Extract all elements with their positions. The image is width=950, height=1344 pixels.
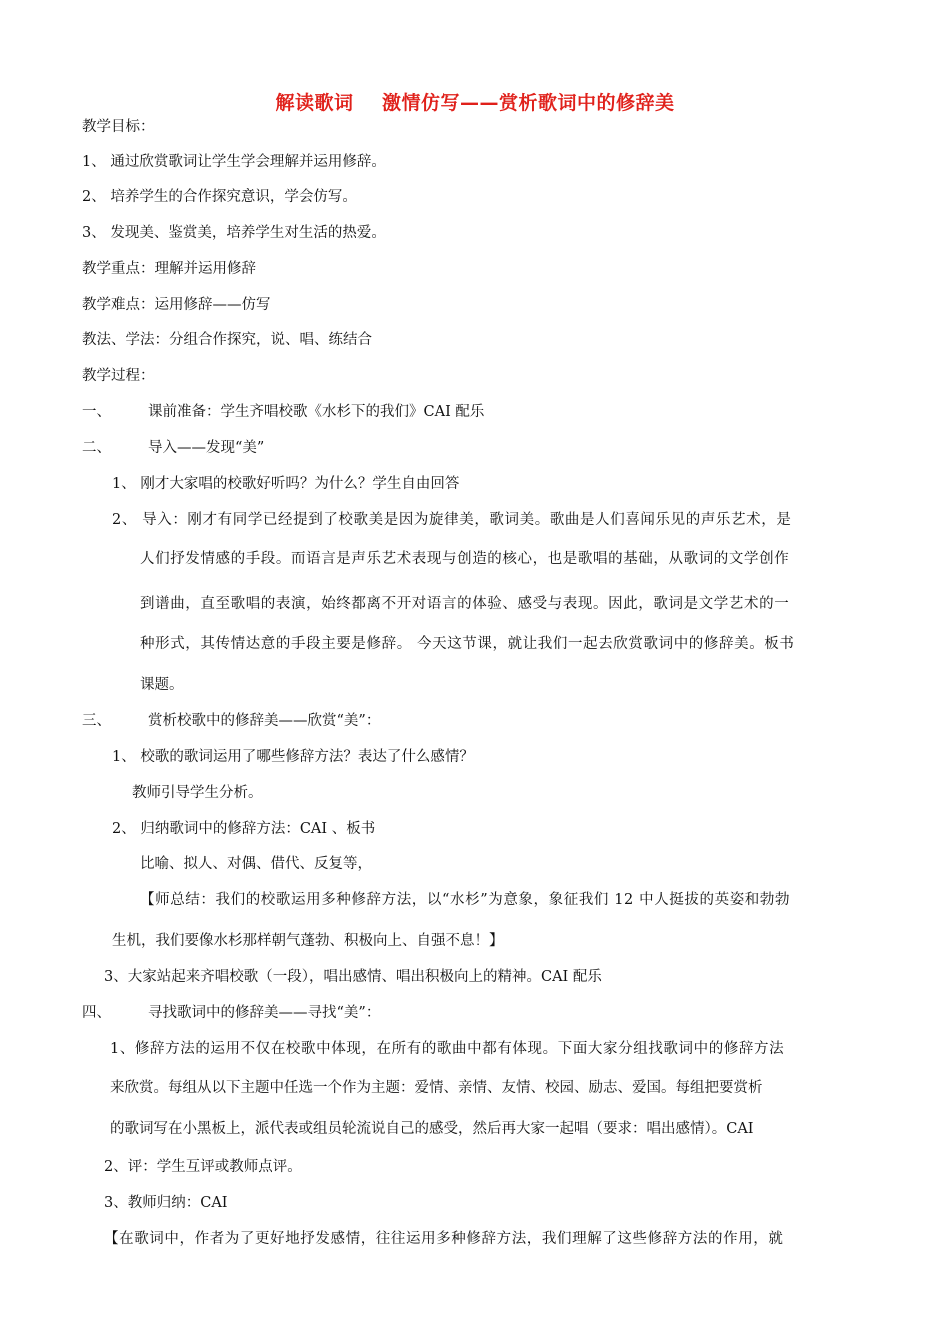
summary-line: 生机，我们要像水杉那样朝气蓬勃、积极向上、自强不息！】 [112, 933, 504, 949]
objectives-heading: 教学目标： [82, 119, 155, 135]
list-item: 2、 导入：刚才有同学已经提到了校歌美是因为旋律美，歌词美。歌曲是人们喜闻乐见的声乐艺术，是 [112, 512, 792, 528]
list-item: 2、评：学生互评或教师点评。 [104, 1159, 302, 1175]
paragraph-line: 种形式，其传情达意的手段主要是修辞。 今天这节课，就让我们一起去欣赏歌词中的修辞美。板书 [140, 636, 795, 652]
section-heading: 赏析校歌中的修辞美——欣赏“美”： [148, 713, 381, 729]
list-item: 2、 归纳歌词中的修辞方法：CAI 、板书 [112, 821, 376, 837]
list-item: 1、 刚才大家唱的校歌好听吗？为什么？学生自由回答 [112, 476, 460, 492]
section-number: 一、 [82, 404, 111, 420]
objective-item: 2、 培养学生的合作探究意识，学会仿写。 [82, 189, 357, 205]
section-number: 三、 [82, 713, 111, 729]
list-item: 3、大家站起来齐唱校歌（一段），唱出感情、唱出积极向上的精神。CAI 配乐 [104, 969, 602, 985]
list-item: 1、 校歌的歌词运用了哪些修辞方法？表达了什么感情？ [112, 749, 474, 765]
section-heading: 寻找歌词中的修辞美——寻找“美”： [148, 1005, 381, 1021]
list-item: 1、修辞方法的运用不仅在校歌中体现，在所有的歌曲中都有体现。下面大家分组找歌词中的修辞方法 [110, 1041, 785, 1057]
section-heading: 课前准备：学生齐唱校歌《水杉下的我们》CAI 配乐 [148, 404, 485, 420]
process-heading: 教学过程： [82, 368, 155, 384]
list-item: 3、教师归纳：CAI [104, 1195, 228, 1211]
objective-item: 3、 发现美、鉴赏美，培养学生对生活的热爱。 [82, 225, 386, 241]
paragraph-line: 课题。 [140, 677, 184, 693]
objective-item: 1、 通过欣赏歌词让学生学会理解并运用修辞。 [82, 154, 386, 170]
list-item: 教师引导学生分析。 [132, 785, 263, 801]
section-heading: 导入——发现“美” [148, 440, 265, 456]
key-point: 教学重点：理解并运用修辞 [82, 261, 256, 277]
page-title: 解读歌词 激情仿写——赏析歌词中的修辞美 [275, 92, 675, 114]
summary-line: 【在歌词中，作者为了更好地抒发感情，往往运用多种修辞方法，我们理解了这些修辞方法的作用，就 [104, 1231, 784, 1247]
paragraph-line: 到谱曲，直至歌唱的表演，始终都离不开对语言的体验、感受与表现。因此，歌词是文学艺术的一 [140, 596, 790, 612]
difficulty: 教学难点：运用修辞——仿写 [82, 297, 271, 313]
summary-line: 【师总结：我们的校歌运用多种修辞方法，以“水杉”为意象，象征我们 12 中人挺拔的英姿和勃勃 [140, 892, 791, 908]
section-number: 二、 [82, 440, 111, 456]
section-number: 四、 [82, 1005, 111, 1021]
list-item: 比喻、拟人、对偶、借代、反复等， [140, 856, 372, 872]
paragraph-line: 人们抒发情感的手段。而语言是声乐艺术表现与创造的核心，也是歌唱的基础，从歌词的文学创作 [140, 551, 790, 567]
methods: 教法、学法：分组合作探究，说、唱、练结合 [82, 332, 372, 348]
paragraph-line: 的歌词写在小黑板上，派代表或组员轮流说自己的感受，然后再大家一起唱（要求：唱出感情）。CAI [110, 1121, 754, 1137]
paragraph-line: 来欣赏。每组从以下主题中任选一个作为主题：爱情、亲情、友情、校园、励志、爱国。每组把要赏析 [110, 1080, 763, 1096]
